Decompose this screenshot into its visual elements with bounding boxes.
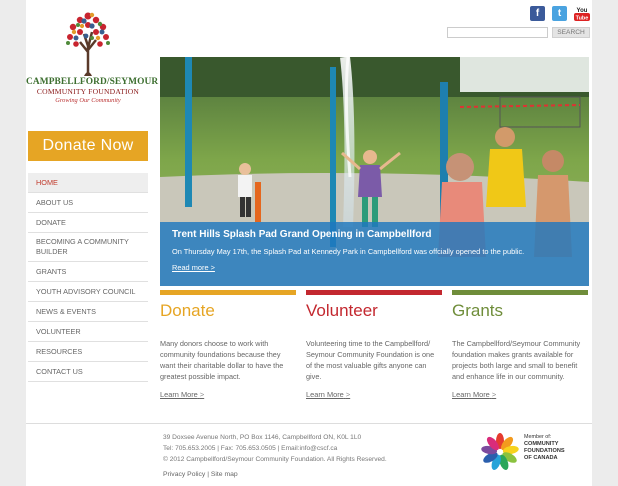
twitter-icon[interactable]: t xyxy=(552,6,567,21)
youtube-label: You xyxy=(576,8,588,14)
footer-info xyxy=(163,432,387,465)
hero-title: Trent Hills Splash Pad Grand Opening in Campbellford xyxy=(172,229,432,240)
footer-copyright: © 2012 Campbellford/Seymour Community Foundation. All Rights Reserved. xyxy=(163,456,387,463)
logo[interactable] xyxy=(26,10,159,110)
volunteer-column xyxy=(306,290,442,402)
svg-text:Tube: Tube xyxy=(575,15,589,21)
cfc-line1: COMMUNITY xyxy=(524,441,559,447)
grants-column-bar xyxy=(452,290,588,295)
cfc-member-label: Member of: xyxy=(524,434,552,440)
logo-tagline: Growing Our Community xyxy=(55,97,121,104)
volunteer-column-text: Volunteering time to the Campbellford/ Seymour Community Foundation is one of the most valuable gifts anyone can give. xyxy=(306,339,435,381)
tree-logo-icon xyxy=(58,10,118,76)
donate-column xyxy=(160,290,296,402)
volunteer-learn-more-link[interactable]: Learn More > xyxy=(306,390,351,399)
search-input[interactable] xyxy=(447,27,548,38)
nav-item-community-builder[interactable]: BECOMING A COMMUNITY BUILDER xyxy=(28,233,148,262)
hero-read-more-link[interactable]: Read more > xyxy=(172,263,215,272)
volunteer-column-bar xyxy=(306,290,442,295)
grants-learn-more-link[interactable]: Learn More > xyxy=(452,390,497,399)
search-button[interactable]: SEARCH xyxy=(552,27,590,38)
donate-now-button[interactable]: Donate Now xyxy=(28,131,148,161)
nav-item-grants[interactable]: GRANTS xyxy=(28,262,148,282)
footer-separator: | xyxy=(207,471,209,478)
cfc-member-logo[interactable] xyxy=(478,430,588,474)
donate-column-title: Donate xyxy=(160,301,215,320)
nav-item-home[interactable]: HOME xyxy=(28,173,148,193)
site-map-link[interactable]: Site map xyxy=(210,471,238,478)
cfc-line3: OF CANADA xyxy=(524,455,558,461)
nav-item-contact-us[interactable]: CONTACT US xyxy=(28,362,148,382)
grants-column-text: The Campbellford/Seymour Community foundation makes grants available for projects both large and small to benefit and enhance life in our community. xyxy=(452,339,581,381)
header-tools xyxy=(442,6,592,46)
logo-line2: COMMUNITY FOUNDATION xyxy=(36,87,140,96)
hero-slider[interactable] xyxy=(160,57,589,286)
volunteer-column-title: Volunteer xyxy=(306,301,378,320)
search-bar xyxy=(447,27,590,38)
nav-item-resources[interactable]: RESOURCES xyxy=(28,342,148,362)
nav-item-youth-advisory-council[interactable]: YOUTH ADVISORY COUNCIL xyxy=(28,282,148,302)
donate-column-bar xyxy=(160,290,296,295)
footer xyxy=(26,423,592,486)
cfc-text xyxy=(524,434,565,462)
nav-item-volunteer[interactable]: VOLUNTEER xyxy=(28,322,148,342)
footer-address: 39 Doxsee Avenue North, PO Box 1146, Campbellford ON, K0L 1L0 xyxy=(163,434,362,441)
nav-item-about-us[interactable]: ABOUT US xyxy=(28,193,148,213)
nav-item-news-events[interactable]: NEWS & EVENTS xyxy=(28,302,148,322)
grants-column-title: Grants xyxy=(452,301,504,320)
footer-contact: Tel: 705.653.2005 | Fax: 705.653.0505 | Email:info@cscf.ca xyxy=(163,445,338,452)
grants-column xyxy=(452,290,588,402)
donate-learn-more-link[interactable]: Learn More > xyxy=(160,390,205,399)
feature-columns xyxy=(160,290,589,415)
logo-line1: CAMPBELLFORD/SEYMOUR xyxy=(26,77,159,87)
youtube-icon[interactable] xyxy=(574,6,590,21)
social-links xyxy=(530,6,590,21)
privacy-policy-link[interactable]: Privacy Policy xyxy=(163,471,206,478)
nav-item-donate[interactable]: DONATE xyxy=(28,213,148,233)
hero-text: On Thursday May 17th, the Splash Pad at Kennedy Park in Campbellford was offcially opened to the public. xyxy=(172,247,525,256)
footer-links xyxy=(163,471,238,478)
page xyxy=(26,0,592,486)
cfc-line2: FOUNDATIONS xyxy=(524,448,565,454)
hero-caption xyxy=(160,222,589,286)
sidebar-nav xyxy=(28,173,148,382)
facebook-icon[interactable]: f xyxy=(530,6,545,21)
cfc-logo-icon xyxy=(478,430,522,474)
donate-column-text: Many donors choose to work with community foundations because they want their charitable dollar to have the greatest possible impact. xyxy=(160,339,284,381)
